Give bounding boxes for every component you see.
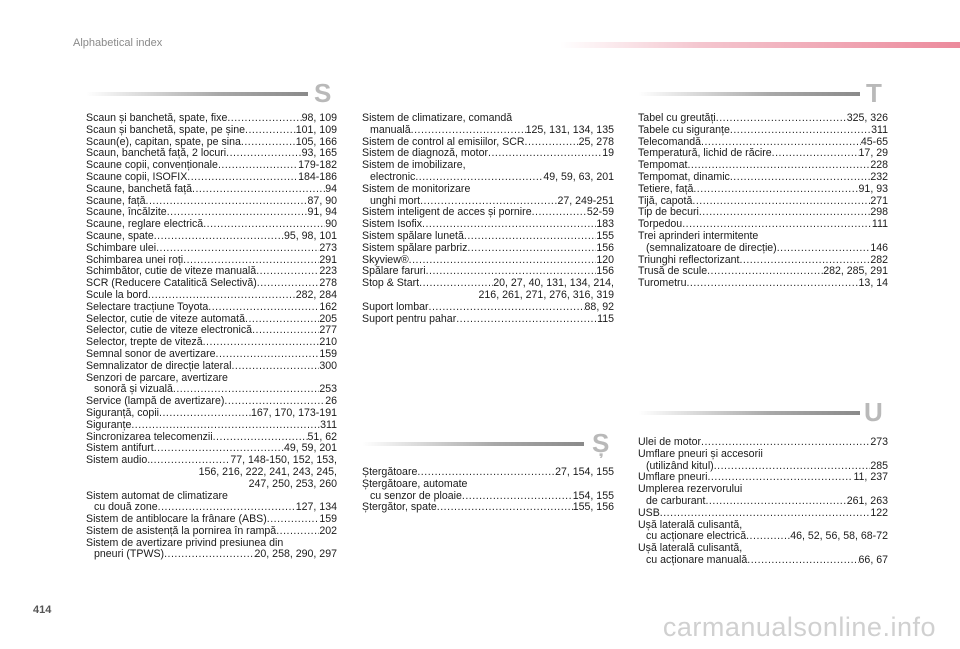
- index-entry: 216, 261, 271, 276, 316, 319: [478, 288, 614, 301]
- entry-page-ref: 154, 155: [572, 489, 614, 502]
- entry-page-ref: 156: [596, 265, 614, 278]
- entry-page-ref: 282, 284: [295, 288, 337, 301]
- entry-label: Sistem de antiblocare la frânare (ABS): [86, 513, 267, 526]
- entry-page-ref: 20, 258, 290, 297: [254, 548, 337, 561]
- entry-label: Selector, cutie de viteze automată: [86, 312, 245, 325]
- section-header-t: [638, 78, 888, 108]
- dot-leader: [692, 196, 870, 208]
- dot-leader: [532, 207, 587, 219]
- header-accent-bar: [560, 42, 960, 48]
- dot-leader: [245, 125, 296, 137]
- entry-label: Scaun(e), capitan, spate, pe sina: [86, 135, 241, 148]
- dot-leader: [716, 113, 847, 125]
- entry-label: manuală: [370, 123, 411, 136]
- entry-label: cu senzor de ploaie: [370, 489, 462, 502]
- index-entry: Ușă laterală culisantă,: [638, 518, 743, 531]
- entry-label: Sistem de asistență la pornirea în rampă: [86, 524, 277, 537]
- dot-leader: [241, 137, 296, 149]
- entry-page-ref: 273: [870, 436, 888, 448]
- entry-label: (semnalizatoare de direcție): [646, 241, 777, 254]
- entry-page-ref: 291: [319, 253, 337, 266]
- entry-page-ref: 277: [319, 324, 337, 337]
- section-header-u: [638, 397, 888, 427]
- entry-label: Suport lombar: [362, 300, 429, 313]
- index-entry: [638, 125, 888, 137]
- index-entry: [638, 508, 888, 520]
- entry-label: Scaune copii, ISOFIX: [86, 170, 188, 183]
- dot-leader: [156, 243, 319, 255]
- entry-page-ref: 162: [319, 300, 337, 313]
- entry-label: Suport pentru pahar: [362, 312, 457, 325]
- entry-page-ref: 146: [870, 241, 888, 254]
- entry-label: Scaune copii, convenționale: [86, 159, 218, 172]
- entry-page-ref: 88, 92: [584, 300, 614, 313]
- entry-label: cu acționare manuală: [646, 553, 748, 566]
- dot-leader: [686, 278, 858, 290]
- index-entry: [86, 172, 337, 184]
- entry-page-ref: 155, 156: [572, 501, 614, 514]
- entry-page-ref: 300: [319, 359, 337, 372]
- entry-page-ref: 91, 93: [858, 182, 888, 195]
- dot-leader: [411, 125, 526, 137]
- index-entry: Senzori de parcare, avertizare: [86, 371, 228, 384]
- index-entry: [86, 408, 337, 420]
- entry-label: Spălare faruri: [362, 265, 426, 278]
- index-column-s-2: [362, 113, 614, 325]
- dot-leader: [714, 461, 871, 473]
- entry-page-ref: 13, 14: [858, 277, 888, 290]
- dot-leader: [148, 290, 296, 302]
- entry-page-ref: 46, 52, 56, 58, 68-72: [790, 530, 888, 543]
- entry-label: Sistem de diagnoză, motor: [362, 147, 489, 160]
- entry-page-ref: 261, 263: [846, 494, 888, 507]
- entry-label: Scaune, față: [86, 194, 146, 207]
- entry-page-ref: 51, 62: [307, 430, 337, 443]
- page-number: 414: [33, 604, 52, 616]
- entry-page-ref: 183: [596, 218, 614, 231]
- entry-page-ref: 282: [870, 253, 888, 266]
- entry-page-ref: 253: [319, 383, 337, 396]
- entry-page-ref: 120: [596, 253, 614, 266]
- entry-label: Umflare pneuri: [638, 471, 708, 484]
- entry-label: cu acționare electrică: [646, 530, 747, 543]
- entry-page-ref: 156: [596, 241, 614, 254]
- entry-label: Tijă, capotă: [638, 194, 693, 207]
- dot-leader: [437, 502, 573, 514]
- index-entry: [86, 231, 337, 243]
- dot-leader: [245, 314, 319, 326]
- section-letter-s-comma: Ș: [592, 428, 610, 458]
- entry-page-ref: 311: [871, 123, 888, 136]
- section-letter-s: S: [314, 78, 332, 108]
- dot-leader: [660, 508, 871, 520]
- entry-label: Selectare tracțiune Toyota: [86, 300, 209, 313]
- entry-page-ref: 159: [319, 513, 337, 526]
- entry-label: Selector, cutie de viteze electronică: [86, 324, 253, 337]
- entry-label: Temperatură, lichid de răcire: [638, 147, 772, 160]
- entry-page-ref: 91, 94: [307, 206, 337, 219]
- dot-leader: [777, 243, 871, 255]
- index-entry: [638, 172, 888, 184]
- entry-page-ref: 125, 131, 134, 135: [525, 123, 614, 136]
- entry-page-ref: 122: [870, 506, 888, 519]
- entry-page-ref: 155: [596, 229, 614, 242]
- entry-page-ref: 205: [319, 312, 337, 325]
- entry-page-ref: 98, 109: [301, 112, 337, 124]
- entry-label: Schimbător, cutie de viteze manuală: [86, 265, 257, 278]
- section-letter-u: U: [864, 397, 883, 427]
- entry-page-ref: 115: [597, 312, 614, 325]
- dot-leader: [409, 255, 597, 267]
- entry-label: Selector, trepte de viteză: [86, 336, 203, 349]
- index-entry: Umflare pneuri și accesorii: [638, 447, 763, 460]
- dot-leader: [226, 148, 301, 160]
- index-entry: [362, 502, 614, 514]
- dot-leader: [705, 496, 846, 508]
- index-entry: [362, 314, 614, 326]
- entry-page-ref: 273: [319, 241, 337, 254]
- dot-leader: [146, 196, 308, 208]
- dot-leader: [730, 172, 870, 184]
- entry-page-ref: 101, 109: [295, 123, 337, 136]
- entry-label: Sincronizarea telecomenzii: [86, 430, 213, 443]
- entry-label: Tetiere, față: [638, 182, 694, 195]
- section-divider-line: [86, 92, 308, 96]
- dot-leader: [164, 549, 254, 561]
- dot-leader: [203, 337, 320, 349]
- entry-page-ref: 311: [320, 418, 337, 431]
- index-entry: [86, 125, 337, 137]
- entry-page-ref: 17, 29: [858, 147, 888, 160]
- entry-label: Scaun, banchetă față, 2 locuri: [86, 147, 227, 160]
- entry-page-ref: 278: [319, 277, 337, 290]
- dot-leader: [187, 172, 298, 184]
- index-entry: Sistem de imobilizare,: [362, 159, 466, 172]
- dot-leader: [154, 231, 284, 243]
- index-entry: [362, 302, 614, 314]
- index-entry: [86, 302, 337, 314]
- entry-label: Sistem spălare lunetă: [362, 229, 464, 242]
- dot-leader: [467, 243, 596, 255]
- dot-leader: [746, 531, 790, 543]
- dot-leader: [256, 266, 319, 278]
- dot-leader: [456, 314, 597, 326]
- index-column-s-comma: [362, 467, 614, 514]
- entry-label: Telecomandă: [638, 135, 702, 148]
- entry-page-ref: 90: [325, 218, 337, 231]
- entry-page-ref: 93, 165: [301, 147, 337, 160]
- entry-page-ref: 167, 170, 173-191: [250, 406, 337, 419]
- dot-leader: [464, 231, 596, 243]
- index-entry: [86, 184, 337, 196]
- index-entry: [638, 555, 888, 567]
- entry-label: Tempomat: [638, 159, 688, 172]
- dot-leader: [231, 361, 319, 373]
- entry-label: Semnal sonor de avertizare: [86, 347, 216, 360]
- entry-label: Siguranțe: [86, 418, 132, 431]
- entry-page-ref: 325, 326: [846, 112, 888, 124]
- entry-page-ref: 94: [325, 182, 337, 195]
- section-letter-t: T: [866, 78, 882, 108]
- entry-label: cu două zone: [94, 501, 158, 514]
- index-entry: 247, 250, 253, 260: [248, 477, 337, 490]
- dot-leader: [707, 266, 823, 278]
- index-entry: Umplerea rezervorului: [638, 483, 743, 496]
- entry-label: Ștergător, spate: [362, 501, 437, 514]
- dot-leader: [159, 408, 251, 420]
- entry-page-ref: 27, 154, 155: [555, 466, 614, 478]
- entry-label: Skyview®: [362, 253, 409, 266]
- entry-label: Service (lampă de avertizare): [86, 395, 225, 408]
- entry-page-ref: 228: [870, 159, 888, 172]
- entry-label: Tempomat, dinamic: [638, 170, 730, 183]
- index-entry: Sistem automat de climatizare: [86, 489, 228, 502]
- dot-leader: [415, 172, 543, 184]
- dot-leader: [488, 148, 602, 160]
- index-entry: [638, 278, 888, 290]
- index-entry: [86, 526, 337, 538]
- entry-page-ref: 77, 148-150, 152, 153,: [230, 454, 337, 467]
- entry-page-ref: 49, 59, 201: [283, 442, 337, 455]
- entry-page-ref: 223: [319, 265, 337, 278]
- entry-label: electronic: [370, 170, 416, 183]
- entry-page-ref: 184-186: [298, 170, 337, 183]
- entry-label: USB: [638, 506, 660, 519]
- dot-leader: [525, 137, 579, 149]
- entry-label: Tabele cu siguranțe: [638, 123, 730, 136]
- entry-label: Siguranță, copii: [86, 406, 160, 419]
- entry-label: Scaun și banchetă, spate, pe șine: [86, 123, 246, 136]
- entry-page-ref: 127, 134: [295, 501, 337, 514]
- dot-leader: [276, 526, 319, 538]
- index-entry: [362, 125, 614, 137]
- index-entry: Sistem de climatizare, comandă: [362, 112, 513, 124]
- entry-label: pneuri (TPWS): [94, 548, 165, 561]
- entry-page-ref: 105, 166: [295, 135, 337, 148]
- index-entry: [638, 496, 888, 508]
- dot-leader: [192, 184, 325, 196]
- entry-page-ref: 20, 27, 40, 131, 134, 214,: [493, 277, 614, 290]
- index-entry: [86, 290, 337, 302]
- index-column-u: [638, 437, 888, 567]
- entry-label: Triunghi reflectorizant: [638, 253, 740, 266]
- entry-label: Sistem inteligent de acces și pornire: [362, 206, 532, 219]
- entry-label: Scaune, încălzite: [86, 206, 167, 219]
- index-entry: [86, 420, 337, 432]
- entry-page-ref: 52-59: [586, 206, 614, 219]
- entry-page-ref: 159: [319, 347, 337, 360]
- entry-label: de carburant: [646, 494, 706, 507]
- index-column-t: [638, 113, 888, 290]
- entry-label: Sistem spălare parbriz: [362, 241, 468, 254]
- section-divider-line: [638, 411, 860, 415]
- dot-leader: [216, 349, 320, 361]
- entry-label: Scaune, spate: [86, 229, 154, 242]
- entry-label: Sistem audio.: [86, 454, 151, 467]
- entry-page-ref: 45-65: [860, 135, 888, 148]
- watermark: carmanualsonline.info: [662, 612, 936, 642]
- dot-leader: [699, 207, 870, 219]
- dot-leader: [693, 184, 858, 196]
- entry-label: (utilizând kitul): [646, 459, 714, 472]
- index-entry: Trei aprinderi intermitente: [638, 229, 759, 242]
- entry-page-ref: 27, 249-251: [557, 194, 614, 207]
- index-entry: [86, 361, 337, 373]
- index-entry: [362, 231, 614, 243]
- dot-leader: [252, 325, 319, 337]
- entry-page-ref: 232: [870, 170, 888, 183]
- index-entry: [638, 184, 888, 196]
- dot-leader: [208, 302, 319, 314]
- entry-label: Schimbare ulei: [86, 241, 157, 254]
- entry-label: Scaune, banchetă față: [86, 182, 193, 195]
- dot-leader: [730, 125, 871, 137]
- entry-label: Trusă de scule: [638, 265, 708, 278]
- page-header-title: Alphabetical index: [73, 37, 163, 49]
- dot-leader: [462, 491, 573, 503]
- index-entry: Sistem de monitorizare: [362, 182, 471, 195]
- entry-label: Tip de becuri: [638, 206, 699, 219]
- section-divider-line: [638, 92, 860, 96]
- entry-page-ref: 210: [319, 336, 337, 349]
- section-header-s: [86, 78, 338, 108]
- entry-label: Stop & Start: [362, 277, 420, 290]
- entry-page-ref: 285: [870, 459, 888, 472]
- section-divider-line: [362, 442, 584, 446]
- entry-label: Scaun și banchetă, spate, fixe: [86, 112, 228, 124]
- entry-label: sonoră și vizuală: [94, 383, 173, 396]
- entry-label: Scule la bord: [86, 288, 148, 301]
- dot-leader: [747, 555, 858, 567]
- entry-label: Semnalizator de direcție lateral: [86, 359, 232, 372]
- entry-label: unghi mort: [370, 194, 421, 207]
- entry-label: Sistem antifurt: [86, 442, 154, 455]
- index-entry: 156, 216, 222, 241, 243, 245,: [198, 465, 337, 478]
- dot-leader: [772, 148, 859, 160]
- entry-label: Ulei de motor: [638, 436, 701, 448]
- entry-page-ref: 179-182: [298, 159, 337, 172]
- entry-page-ref: 25, 278: [578, 135, 614, 148]
- entry-page-ref: 87, 90: [307, 194, 337, 207]
- entry-page-ref: 19: [602, 147, 614, 160]
- entry-label: Schimbarea unei roți: [86, 253, 184, 266]
- entry-page-ref: 111: [871, 218, 888, 231]
- entry-label: SCR (Reducere Catalitică Selectivă): [86, 277, 257, 290]
- index-entry: Sistem de avertizare privind presiunea din: [86, 536, 284, 549]
- index-entry: Ștergătoare, automate: [362, 477, 468, 490]
- entry-label: Ștergătoare: [362, 466, 418, 478]
- entry-page-ref: 11, 237: [853, 471, 888, 484]
- entry-label: Sistem de control al emisiilor, SCR: [362, 135, 525, 148]
- entry-page-ref: 298: [870, 206, 888, 219]
- index-entry: Ușă laterală culisantă,: [638, 542, 743, 555]
- entry-page-ref: 26: [325, 395, 337, 408]
- dot-leader: [429, 302, 585, 314]
- index-entry: [86, 549, 337, 561]
- dot-leader: [131, 420, 320, 432]
- entry-label: Torpedou: [638, 218, 683, 231]
- index-entry: [86, 349, 337, 361]
- entry-page-ref: 282, 285, 291: [823, 265, 888, 278]
- entry-page-ref: 202: [319, 524, 337, 537]
- dot-leader: [218, 160, 298, 172]
- section-header-s-comma: [362, 428, 614, 458]
- entry-label: Turometru: [638, 277, 687, 290]
- entry-label: Sistem Isofix: [362, 218, 423, 231]
- entry-page-ref: 49, 59, 63, 201: [543, 170, 614, 183]
- entry-label: Scaune, reglare electrică: [86, 218, 204, 231]
- index-column-s-1: [86, 113, 337, 561]
- entry-page-ref: 66, 67: [858, 553, 888, 566]
- index-entry: [362, 243, 614, 255]
- entry-page-ref: 95, 98, 101: [283, 229, 337, 242]
- index-entry: [362, 172, 614, 184]
- index-entry: [638, 243, 888, 255]
- entry-page-ref: 271: [870, 194, 888, 207]
- entry-label: Tabel cu greutăți: [638, 112, 716, 124]
- index-entry: [86, 243, 337, 255]
